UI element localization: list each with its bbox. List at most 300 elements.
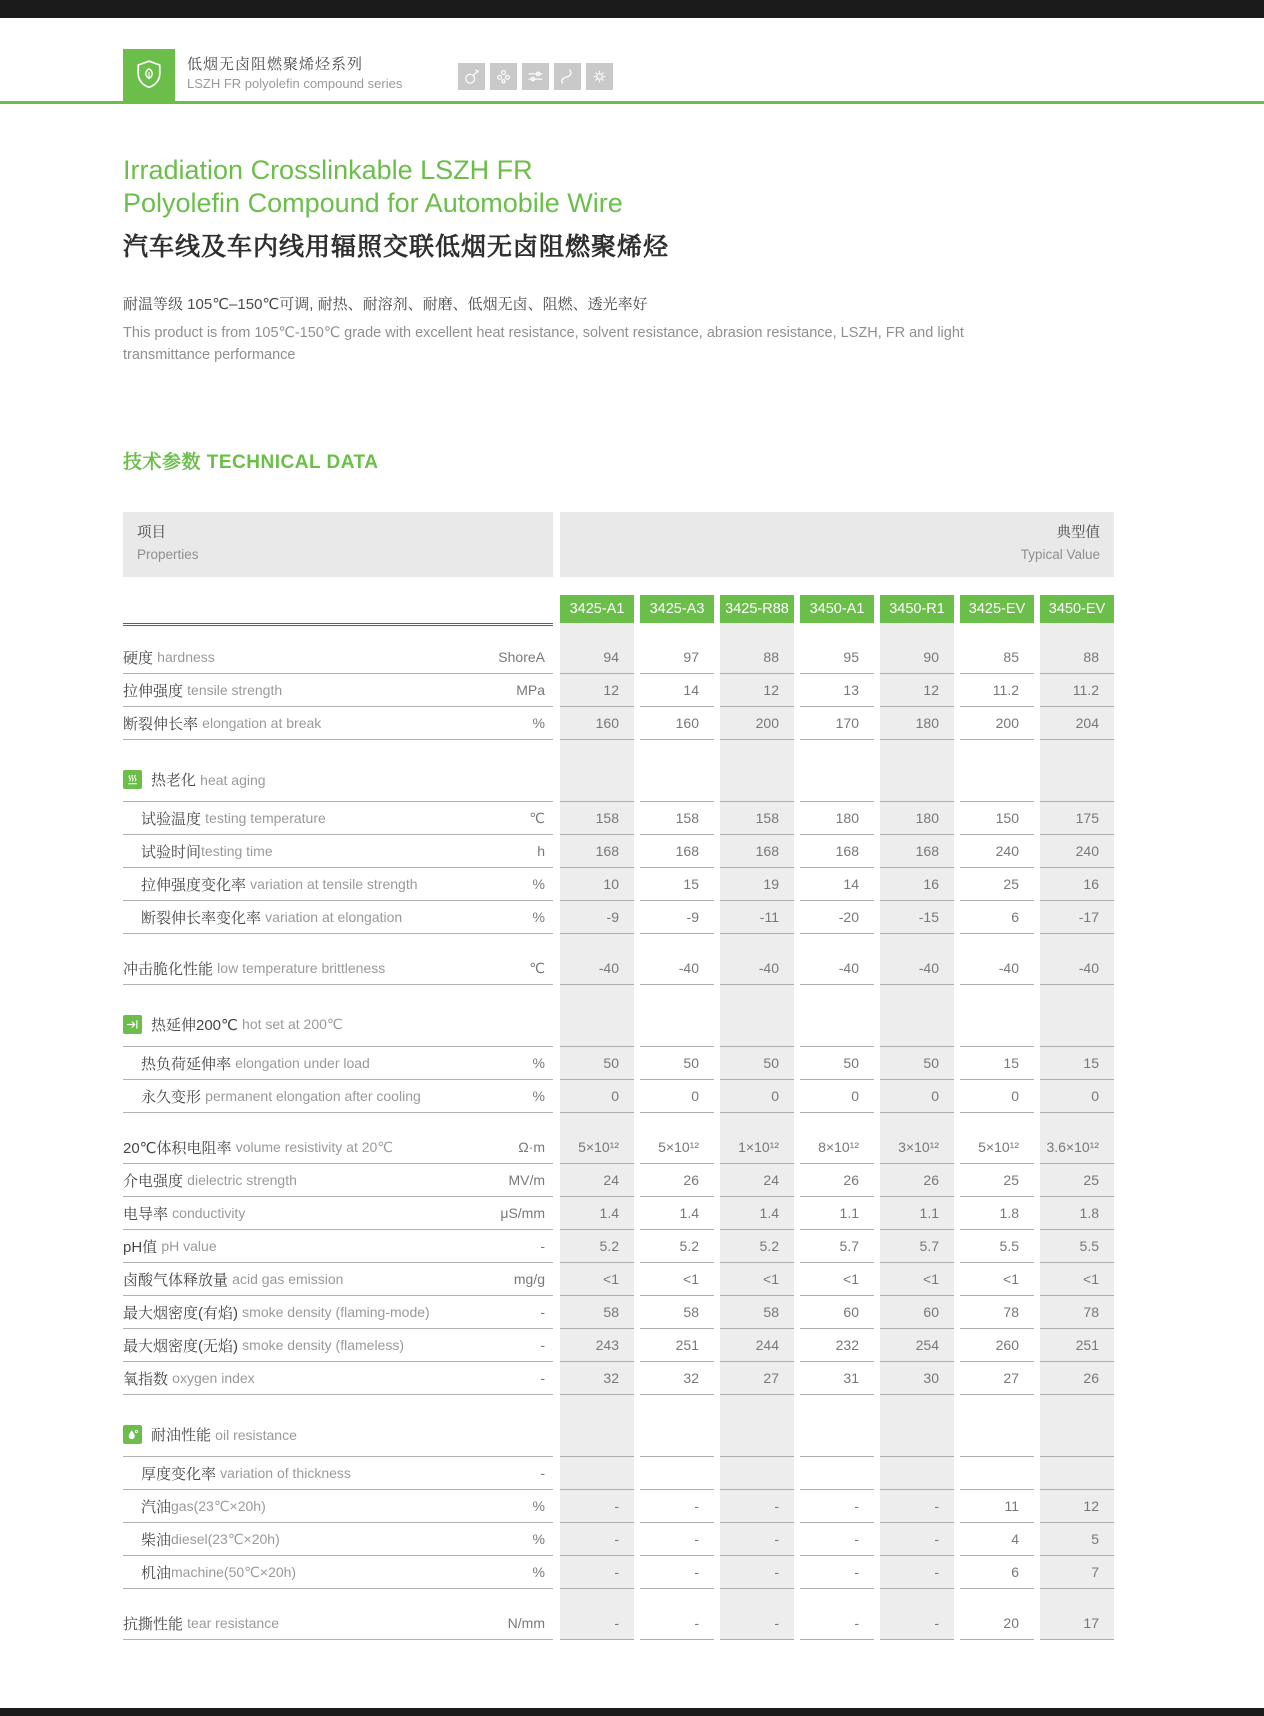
technical-data-table bbox=[123, 512, 1114, 1640]
value-cell bbox=[960, 1003, 1034, 1047]
value-cell bbox=[560, 1413, 634, 1457]
unit-cell: - bbox=[540, 1304, 545, 1320]
value-cell bbox=[880, 1457, 954, 1490]
property-label bbox=[123, 1496, 479, 1517]
value-cell bbox=[560, 1003, 634, 1047]
value-cells bbox=[560, 802, 1114, 835]
property-label bbox=[123, 1014, 479, 1035]
property-label-cell bbox=[123, 1413, 553, 1457]
value-cell: 88 bbox=[1040, 641, 1114, 674]
value-cell: 27 bbox=[960, 1362, 1034, 1395]
value-cell: 58 bbox=[720, 1296, 794, 1329]
value-cell: 0 bbox=[640, 1080, 714, 1113]
value-cell: 26 bbox=[640, 1164, 714, 1197]
property-label-cell bbox=[123, 1131, 553, 1164]
property-label-en: heat aging bbox=[200, 771, 266, 788]
property-label-cell bbox=[123, 1230, 553, 1263]
unit-cell: MV/m bbox=[508, 1172, 545, 1188]
value-cell: 180 bbox=[880, 707, 954, 740]
value-cell: 13 bbox=[800, 674, 874, 707]
value-cell: -40 bbox=[1040, 952, 1114, 985]
property-label-en: hot set at 200℃ bbox=[242, 1016, 343, 1032]
value-cell: - bbox=[880, 1607, 954, 1640]
property-label-zh: 热负荷延伸率 bbox=[141, 1055, 236, 1073]
table-top-rule bbox=[123, 623, 553, 626]
grade-header-row bbox=[123, 595, 1114, 623]
value-cell: 5.7 bbox=[800, 1230, 874, 1263]
property-label-cell bbox=[123, 868, 553, 901]
value-cell: 160 bbox=[560, 707, 634, 740]
value-cell: 78 bbox=[960, 1296, 1034, 1329]
property-label-zh: 断裂伸长率变化率 bbox=[141, 909, 266, 927]
value-cell bbox=[720, 1003, 794, 1047]
value-cell: 204 bbox=[1040, 707, 1114, 740]
value-cell bbox=[1040, 1003, 1114, 1047]
table-row bbox=[123, 1490, 1114, 1523]
table-row bbox=[123, 1362, 1114, 1395]
oil-icon bbox=[123, 1425, 142, 1444]
value-cell: 6 bbox=[960, 901, 1034, 934]
description-zh: 耐温等级 105℃–150℃可调, 耐热、耐溶剂、耐磨、低烟无卤、阻燃、透光率好 bbox=[123, 296, 648, 313]
property-label-cell bbox=[123, 674, 553, 707]
section-row bbox=[123, 758, 1114, 802]
value-cells bbox=[560, 901, 1114, 934]
value-cell: - bbox=[800, 1490, 874, 1523]
value-cell: <1 bbox=[640, 1263, 714, 1296]
property-label-zh: 厚度变化率 bbox=[141, 1465, 221, 1483]
property-label-cell bbox=[123, 1080, 553, 1113]
properties-header-en: Properties bbox=[137, 547, 199, 562]
property-label-en: permanent elongation after cooling bbox=[205, 1088, 421, 1104]
unit-cell: ℃ bbox=[529, 959, 545, 976]
value-cell: 180 bbox=[880, 802, 954, 835]
value-cell: <1 bbox=[1040, 1263, 1114, 1296]
value-cell: 24 bbox=[560, 1164, 634, 1197]
product-title-zh: 汽车线及车内线用辐照交联低烟无卤阻燃聚烯烃 bbox=[123, 233, 670, 261]
value-cell: - bbox=[560, 1490, 634, 1523]
table-row bbox=[123, 835, 1114, 868]
value-cell: 12 bbox=[720, 674, 794, 707]
property-label-en: variation of thickness bbox=[220, 1465, 351, 1481]
value-cell: <1 bbox=[880, 1263, 954, 1296]
property-label-cell bbox=[123, 1362, 553, 1395]
property-label-cell bbox=[123, 707, 553, 740]
value-cell: 158 bbox=[720, 802, 794, 835]
value-cells bbox=[560, 1230, 1114, 1263]
unit-cell: mg/g bbox=[513, 1271, 545, 1287]
value-cell bbox=[640, 1457, 714, 1490]
value-cell: 50 bbox=[880, 1047, 954, 1080]
property-label-cell bbox=[123, 1556, 553, 1589]
unit-cell: ShoreA bbox=[498, 649, 545, 665]
value-cell bbox=[720, 1413, 794, 1457]
feature-icons bbox=[458, 63, 613, 90]
series-title bbox=[187, 49, 402, 93]
value-cell: 5.5 bbox=[1040, 1230, 1114, 1263]
property-label-zh: 冲击脆化性能 bbox=[123, 960, 218, 978]
unit-cell: - bbox=[540, 1337, 545, 1353]
grade-header-cell: 3425-A1 bbox=[560, 595, 634, 623]
unit-cell: - bbox=[540, 1370, 545, 1386]
value-cell: 1.4 bbox=[560, 1197, 634, 1230]
property-label-cell bbox=[123, 758, 553, 802]
unit-cell: % bbox=[532, 1088, 545, 1104]
value-cell bbox=[720, 1457, 794, 1490]
property-label-en: low temperature brittleness bbox=[217, 960, 386, 976]
value-cell: 232 bbox=[800, 1329, 874, 1362]
value-cell: 60 bbox=[800, 1296, 874, 1329]
property-label-en: hardness bbox=[157, 649, 215, 665]
table-row bbox=[123, 1230, 1114, 1263]
property-label-en: acid gas emission bbox=[232, 1271, 344, 1287]
value-cell: 17 bbox=[1040, 1607, 1114, 1640]
value-cell: 168 bbox=[800, 835, 874, 868]
grade-header-cell: 3450-A1 bbox=[800, 595, 874, 623]
value-cell: 20 bbox=[960, 1607, 1034, 1640]
table-header bbox=[123, 512, 1114, 577]
value-cell: 168 bbox=[560, 835, 634, 868]
value-cell bbox=[1040, 1413, 1114, 1457]
value-cell: 15 bbox=[960, 1047, 1034, 1080]
value-cell: 240 bbox=[960, 835, 1034, 868]
value-cell: 27 bbox=[720, 1362, 794, 1395]
value-cell: 94 bbox=[560, 641, 634, 674]
value-cell: -9 bbox=[640, 901, 714, 934]
unit-cell: % bbox=[532, 715, 545, 731]
value-cell: 254 bbox=[880, 1329, 954, 1362]
gear-icon bbox=[586, 63, 613, 90]
property-label bbox=[123, 1424, 479, 1445]
value-cell: - bbox=[560, 1523, 634, 1556]
value-cell: 8×10¹² bbox=[800, 1131, 874, 1164]
property-label bbox=[123, 1335, 479, 1356]
property-label-en: elongation under load bbox=[235, 1055, 370, 1071]
value-cell bbox=[800, 1003, 874, 1047]
value-cell: 251 bbox=[1040, 1329, 1114, 1362]
property-label bbox=[123, 1562, 479, 1583]
value-cells bbox=[560, 1490, 1114, 1523]
value-cell: 32 bbox=[640, 1362, 714, 1395]
value-cell: 88 bbox=[720, 641, 794, 674]
unit-cell: Ω·m bbox=[518, 1139, 545, 1155]
unit-cell: % bbox=[532, 1498, 545, 1514]
value-cells bbox=[560, 1413, 1114, 1457]
value-cell: 260 bbox=[960, 1329, 1034, 1362]
value-cells bbox=[560, 835, 1114, 868]
property-label-zh: 卤酸气体释放量 bbox=[123, 1271, 233, 1289]
value-cells bbox=[560, 1329, 1114, 1362]
property-label-zh: 最大烟密度(有焰) bbox=[123, 1304, 243, 1322]
property-label-cell bbox=[123, 1047, 553, 1080]
value-cell: 0 bbox=[560, 1080, 634, 1113]
property-label-zh: 机油 bbox=[141, 1564, 172, 1582]
property-label-cell bbox=[123, 952, 553, 985]
value-cell: -15 bbox=[880, 901, 954, 934]
value-cell bbox=[960, 1413, 1034, 1457]
unit-cell: % bbox=[532, 909, 545, 925]
value-cell: 11 bbox=[960, 1490, 1034, 1523]
value-cells bbox=[560, 1047, 1114, 1080]
value-cell: - bbox=[720, 1556, 794, 1589]
value-cell: - bbox=[720, 1607, 794, 1640]
value-cell bbox=[800, 758, 874, 802]
heat-icon bbox=[123, 770, 142, 789]
value-cell: 11.2 bbox=[1040, 674, 1114, 707]
value-cell bbox=[880, 1003, 954, 1047]
product-title-en bbox=[123, 154, 1264, 220]
value-cell: 168 bbox=[720, 835, 794, 868]
property-label-en: tensile strength bbox=[187, 682, 283, 698]
properties-header bbox=[123, 512, 553, 577]
value-cell: 5×10¹² bbox=[560, 1131, 634, 1164]
value-cell: 5.2 bbox=[640, 1230, 714, 1263]
property-label-zh: 耐油性能 bbox=[151, 1427, 216, 1444]
value-cell: 1.8 bbox=[960, 1197, 1034, 1230]
value-cell: 0 bbox=[960, 1080, 1034, 1113]
property-label-en: gas(23℃×20h) bbox=[171, 1497, 266, 1514]
property-label bbox=[123, 713, 479, 734]
value-cell: 1.1 bbox=[800, 1197, 874, 1230]
value-cell: 24 bbox=[720, 1164, 794, 1197]
value-cell: 58 bbox=[560, 1296, 634, 1329]
property-label bbox=[123, 647, 479, 668]
value-cell: 26 bbox=[880, 1164, 954, 1197]
unit-cell: % bbox=[532, 1564, 545, 1580]
value-cells bbox=[560, 1607, 1114, 1640]
unit-cell: h bbox=[537, 843, 545, 859]
property-label bbox=[123, 907, 479, 928]
value-cell: - bbox=[560, 1607, 634, 1640]
value-cell: - bbox=[880, 1556, 954, 1589]
value-cell: - bbox=[880, 1490, 954, 1523]
property-label bbox=[123, 1086, 479, 1107]
value-cell bbox=[640, 1413, 714, 1457]
property-label bbox=[123, 1137, 479, 1158]
value-cell: 12 bbox=[1040, 1490, 1114, 1523]
value-cells bbox=[560, 641, 1114, 674]
property-label-zh: 断裂伸长率 bbox=[123, 715, 203, 733]
series-title-en: LSZH FR polyolefin compound series bbox=[187, 76, 403, 91]
value-cells bbox=[560, 1556, 1114, 1589]
value-cells bbox=[560, 1362, 1114, 1395]
property-label-zh: 介电强度 bbox=[123, 1172, 188, 1190]
value-cell: -40 bbox=[800, 952, 874, 985]
value-cell bbox=[720, 758, 794, 802]
table-row bbox=[123, 1329, 1114, 1362]
value-cell: 26 bbox=[1040, 1362, 1114, 1395]
property-label-zh: 试验温度 bbox=[141, 810, 206, 828]
value-cell: - bbox=[640, 1490, 714, 1523]
value-cell: 85 bbox=[960, 641, 1034, 674]
table-row bbox=[123, 1556, 1114, 1589]
value-cell: 5.5 bbox=[960, 1230, 1034, 1263]
property-label-en: dielectric strength bbox=[187, 1172, 297, 1188]
table-row bbox=[123, 1607, 1114, 1640]
value-cell: 0 bbox=[800, 1080, 874, 1113]
property-label-en: variation at elongation bbox=[265, 909, 403, 925]
property-label bbox=[123, 874, 479, 895]
table-row bbox=[123, 1131, 1114, 1164]
property-label-zh: 电导率 bbox=[123, 1205, 173, 1223]
value-cell: -40 bbox=[960, 952, 1034, 985]
value-cell: 170 bbox=[800, 707, 874, 740]
unit-cell: % bbox=[532, 876, 545, 892]
property-label-zh: 热延伸200℃ bbox=[151, 1017, 243, 1034]
property-label bbox=[123, 841, 479, 862]
grade-header-cell: 3450-EV bbox=[1040, 595, 1114, 623]
value-cell: -40 bbox=[880, 952, 954, 985]
value-cell: 251 bbox=[640, 1329, 714, 1362]
value-cell: -11 bbox=[720, 901, 794, 934]
value-cells bbox=[560, 868, 1114, 901]
property-label-cell bbox=[123, 1164, 553, 1197]
table-row bbox=[123, 707, 1114, 740]
property-label-zh: 柴油 bbox=[141, 1531, 172, 1549]
page-top-bar bbox=[0, 0, 1264, 18]
value-cells bbox=[560, 1080, 1114, 1113]
value-cell bbox=[880, 758, 954, 802]
value-cell bbox=[960, 758, 1034, 802]
property-label-zh: 20℃体积电阻率 bbox=[123, 1139, 236, 1157]
table-row bbox=[123, 1457, 1114, 1490]
value-cells bbox=[560, 674, 1114, 707]
product-title-en-line2: Polyolefin Compound for Automobile Wire bbox=[123, 188, 623, 218]
value-cell: -40 bbox=[560, 952, 634, 985]
value-cell: - bbox=[640, 1556, 714, 1589]
value-cell: 78 bbox=[1040, 1296, 1114, 1329]
value-cell: 1.4 bbox=[720, 1197, 794, 1230]
value-cell: - bbox=[800, 1556, 874, 1589]
description-en: This product is from 105℃-150℃ grade with excellent heat resistance, solvent resistance, abrasion resistance, LSZH, FR and light transmittance performance bbox=[123, 325, 964, 363]
value-cell: 150 bbox=[960, 802, 1034, 835]
value-cell: -40 bbox=[640, 952, 714, 985]
value-cell: 15 bbox=[1040, 1047, 1114, 1080]
unit-cell: % bbox=[532, 1531, 545, 1547]
property-label-cell bbox=[123, 1490, 553, 1523]
value-cells bbox=[560, 1197, 1114, 1230]
property-label-en: machine(50℃×20h) bbox=[171, 1563, 297, 1580]
value-cell: 1.1 bbox=[880, 1197, 954, 1230]
property-label-cell bbox=[123, 1523, 553, 1556]
value-cell: 4 bbox=[960, 1523, 1034, 1556]
property-label-en: variation at tensile strength bbox=[250, 876, 418, 892]
section-row bbox=[123, 1413, 1114, 1457]
property-label bbox=[123, 1053, 479, 1074]
unit-cell: MPa bbox=[516, 682, 545, 698]
property-label-cell bbox=[123, 1457, 553, 1490]
value-cell bbox=[880, 1413, 954, 1457]
property-label-zh: 氧指数 bbox=[123, 1370, 173, 1388]
property-label-en: conductivity bbox=[172, 1205, 246, 1221]
value-cell: 50 bbox=[560, 1047, 634, 1080]
wire-icon bbox=[554, 63, 581, 90]
property-label-en: testing time bbox=[201, 843, 273, 859]
value-cell: 7 bbox=[1040, 1556, 1114, 1589]
property-label bbox=[123, 808, 479, 829]
table-row bbox=[123, 802, 1114, 835]
value-cells bbox=[560, 1164, 1114, 1197]
value-cell: - bbox=[640, 1607, 714, 1640]
value-cells bbox=[560, 1296, 1114, 1329]
property-label-cell bbox=[123, 1296, 553, 1329]
value-cell: 3.6×10¹² bbox=[1040, 1131, 1114, 1164]
value-cell bbox=[560, 1457, 634, 1490]
value-cell: 50 bbox=[800, 1047, 874, 1080]
value-cell: <1 bbox=[960, 1263, 1034, 1296]
unit-cell: μS/mm bbox=[500, 1205, 545, 1221]
property-label-cell bbox=[123, 1003, 553, 1047]
property-label-en: smoke density (flameless) bbox=[242, 1337, 404, 1353]
value-cell: 58 bbox=[640, 1296, 714, 1329]
table-row bbox=[123, 952, 1114, 985]
slider-circuit-icon bbox=[522, 63, 549, 90]
value-cell: 15 bbox=[640, 868, 714, 901]
table-row bbox=[123, 901, 1114, 934]
value-cell: 160 bbox=[640, 707, 714, 740]
hotset-icon bbox=[123, 1015, 142, 1034]
value-cells bbox=[560, 1003, 1114, 1047]
table-row bbox=[123, 1263, 1114, 1296]
value-cell: 0 bbox=[1040, 1080, 1114, 1113]
property-label bbox=[123, 1463, 479, 1484]
green-divider bbox=[0, 101, 1264, 104]
value-cell: 243 bbox=[560, 1329, 634, 1362]
unit-cell: - bbox=[540, 1465, 545, 1481]
value-cells bbox=[560, 1131, 1114, 1164]
property-label-zh: 试验时间 bbox=[141, 843, 202, 861]
typical-value-header-zh: 典型值 bbox=[1056, 525, 1100, 541]
property-label bbox=[123, 1269, 479, 1290]
property-label bbox=[123, 680, 479, 701]
value-cell: <1 bbox=[800, 1263, 874, 1296]
typical-value-header-en: Typical Value bbox=[1020, 547, 1100, 562]
grade-header-cell: 3450-R1 bbox=[880, 595, 954, 623]
value-cell: <1 bbox=[720, 1263, 794, 1296]
page-header bbox=[0, 18, 1264, 101]
value-cell: 175 bbox=[1040, 802, 1114, 835]
property-label bbox=[123, 769, 479, 790]
value-cell bbox=[640, 758, 714, 802]
grade-header-cell: 3425-A3 bbox=[640, 595, 714, 623]
property-label bbox=[123, 1368, 479, 1389]
property-label-zh: 拉伸强度 bbox=[123, 682, 188, 700]
property-label-en: testing temperature bbox=[205, 810, 326, 826]
property-label-en: oil resistance bbox=[215, 1426, 297, 1443]
value-cell: -9 bbox=[560, 901, 634, 934]
value-cell: 12 bbox=[560, 674, 634, 707]
value-cell: 60 bbox=[880, 1296, 954, 1329]
property-label-zh: 抗撕性能 bbox=[123, 1615, 188, 1633]
property-label-zh: 汽油 bbox=[141, 1498, 172, 1516]
value-cells bbox=[560, 1457, 1114, 1490]
property-label-zh: 永久变形 bbox=[141, 1088, 206, 1106]
property-label-zh: 硬度 bbox=[123, 649, 158, 667]
value-cell: 50 bbox=[640, 1047, 714, 1080]
value-cell: -40 bbox=[720, 952, 794, 985]
value-cell: 5.2 bbox=[560, 1230, 634, 1263]
value-cell: 16 bbox=[1040, 868, 1114, 901]
value-cell: 14 bbox=[800, 868, 874, 901]
value-cell: 30 bbox=[880, 1362, 954, 1395]
property-label-en: oxygen index bbox=[172, 1370, 255, 1386]
value-cell: -20 bbox=[800, 901, 874, 934]
value-cell: 95 bbox=[800, 641, 874, 674]
property-label-cell bbox=[123, 1329, 553, 1362]
value-cell: 5×10¹² bbox=[640, 1131, 714, 1164]
value-cell bbox=[1040, 1457, 1114, 1490]
value-cell: 90 bbox=[880, 641, 954, 674]
value-cell: 1.8 bbox=[1040, 1197, 1114, 1230]
